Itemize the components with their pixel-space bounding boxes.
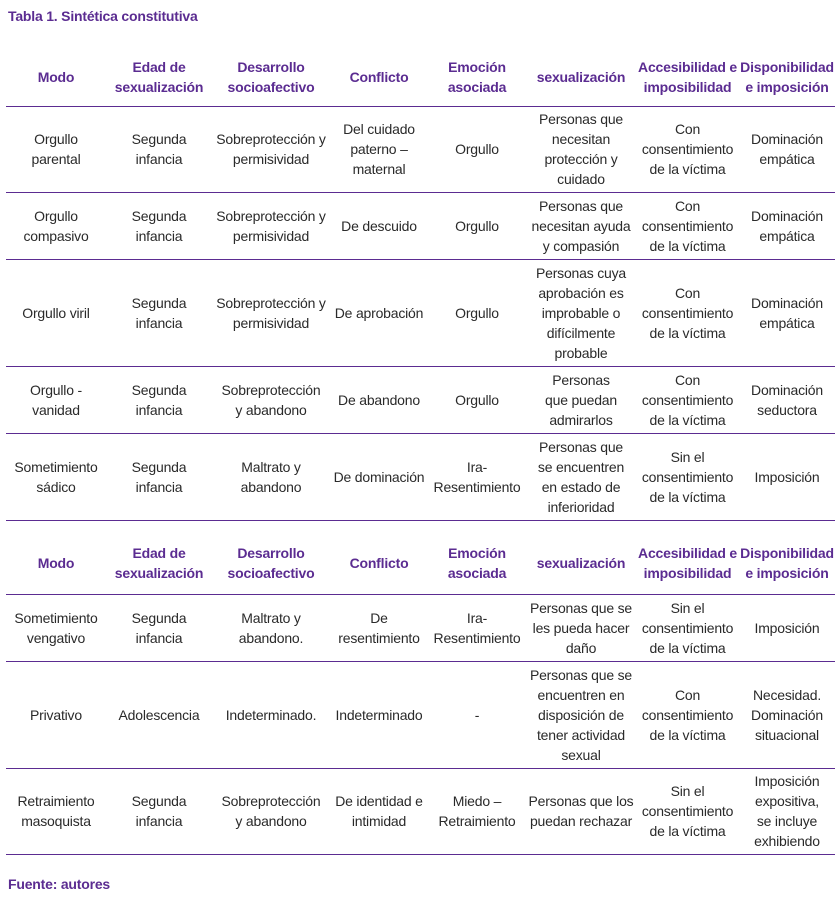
cell-sexualizacion: Personas que necesitan ayuda y compasión	[526, 192, 636, 259]
cell-edad-sexualizacion: Segunda infancia	[106, 259, 212, 366]
header-disponibilidad: Disponibilidad e imposición	[739, 532, 835, 594]
cell-conflicto: Indeterminado	[330, 661, 428, 768]
table-row	[6, 192, 835, 259]
table-source: Fuente: autores	[8, 876, 111, 892]
cell-emocion-asociada: Orgullo	[428, 106, 526, 192]
header-modo: Modo	[6, 532, 106, 594]
cell-accesibilidad: Con consentimiento de la víctima	[636, 259, 739, 366]
header-sexualizacion: sexualización	[526, 48, 636, 106]
cell-sexualizacion: Personas que necesitan protección y cuidado	[526, 106, 636, 192]
cell-accesibilidad: Con consentimiento de la víctima	[636, 192, 739, 259]
cell-emocion-asociada: Ira- Resentimiento	[428, 433, 526, 520]
table-row	[6, 106, 835, 192]
header-row	[6, 48, 835, 106]
header-row	[6, 532, 835, 594]
cell-conflicto: Del cuidado paterno – maternal	[330, 106, 428, 192]
cell-accesibilidad: Con consentimiento de la víctima	[636, 106, 739, 192]
cell-edad-sexualizacion: Segunda infancia	[106, 192, 212, 259]
cell-disponibilidad: Imposición	[739, 594, 835, 661]
cell-modo: Orgullo viril	[6, 259, 106, 366]
header-modo: Modo	[6, 48, 106, 106]
cell-modo: Privativo	[6, 661, 106, 768]
cell-sexualizacion: Personas que los puedan rechazar	[526, 768, 636, 854]
constitutive-table-part-2	[6, 532, 835, 855]
cell-modo: Sometimiento sádico	[6, 433, 106, 520]
cell-emocion-asociada: Miedo – Retraimiento	[428, 768, 526, 854]
cell-desarrollo-socioafectivo: Indeterminado.	[212, 661, 330, 768]
header-accesibilidad: Accesibilidad e imposibilidad	[636, 532, 739, 594]
cell-conflicto: De descuido	[330, 192, 428, 259]
cell-conflicto: De dominación	[330, 433, 428, 520]
cell-emocion-asociada: Orgullo	[428, 259, 526, 366]
cell-desarrollo-socioafectivo: Sobreprotección y abandono	[212, 366, 330, 433]
cell-disponibilidad: Dominación empática	[739, 192, 835, 259]
table-2-body	[6, 594, 835, 854]
header-edad-sexualizacion: Edad de sexualización	[106, 532, 212, 594]
table-row	[6, 366, 835, 433]
cell-accesibilidad: Con consentimiento de la víctima	[636, 366, 739, 433]
cell-desarrollo-socioafectivo: Sobreprotección y permisividad	[212, 192, 330, 259]
header-edad-sexualizacion: Edad de sexualización	[106, 48, 212, 106]
cell-modo: Retraimiento masoquista	[6, 768, 106, 854]
table-row	[6, 594, 835, 661]
cell-desarrollo-socioafectivo: Maltrato y abandono	[212, 433, 330, 520]
cell-accesibilidad: Sin el consentimiento de la víctima	[636, 433, 739, 520]
cell-disponibilidad: Dominación seductora	[739, 366, 835, 433]
cell-disponibilidad: Imposición expositiva, se incluye exhibiendo	[739, 768, 835, 854]
cell-disponibilidad: Imposición	[739, 433, 835, 520]
cell-emocion-asociada: Orgullo	[428, 366, 526, 433]
table-row	[6, 433, 835, 520]
cell-disponibilidad: Dominación empática	[739, 259, 835, 366]
header-emocion-asociada: Emoción asociada	[428, 532, 526, 594]
cell-emocion-asociada: Ira- Resentimiento	[428, 594, 526, 661]
header-conflicto: Conflicto	[330, 532, 428, 594]
table-caption: Tabla 1. Sintética constitutiva	[8, 8, 198, 24]
header-sexualizacion: sexualización	[526, 532, 636, 594]
header-accesibilidad: Accesibilidad e imposibilidad	[636, 48, 739, 106]
cell-edad-sexualizacion: Segunda infancia	[106, 594, 212, 661]
cell-disponibilidad: Dominación empática	[739, 106, 835, 192]
cell-sexualizacion: Personas cuya aprobación es improbable o difícilmente probable	[526, 259, 636, 366]
cell-desarrollo-socioafectivo: Sobreprotección y permisividad	[212, 106, 330, 192]
cell-accesibilidad: Con consentimiento de la víctima	[636, 661, 739, 768]
cell-modo: Orgullo compasivo	[6, 192, 106, 259]
cell-sexualizacion: Personas que puedan admirarlos	[526, 366, 636, 433]
header-desarrollo-socioafectivo: Desarrollo socioafectivo	[212, 532, 330, 594]
cell-conflicto: De resentimiento	[330, 594, 428, 661]
table-1-body	[6, 106, 835, 520]
cell-emocion-asociada: -	[428, 661, 526, 768]
cell-edad-sexualizacion: Segunda infancia	[106, 768, 212, 854]
cell-sexualizacion: Personas que se encuentren en estado de inferioridad	[526, 433, 636, 520]
cell-edad-sexualizacion: Segunda infancia	[106, 366, 212, 433]
cell-disponibilidad: Necesidad. Dominación situacional	[739, 661, 835, 768]
cell-sexualizacion: Personas que se encuentren en disposición de tener actividad sexual	[526, 661, 636, 768]
cell-desarrollo-socioafectivo: Sobreprotección y abandono	[212, 768, 330, 854]
cell-modo: Sometimiento vengativo	[6, 594, 106, 661]
cell-accesibilidad: Sin el consentimiento de la víctima	[636, 594, 739, 661]
cell-modo: Orgullo parental	[6, 106, 106, 192]
cell-edad-sexualizacion: Adolescencia	[106, 661, 212, 768]
cell-conflicto: De abandono	[330, 366, 428, 433]
cell-desarrollo-socioafectivo: Maltrato y abandono.	[212, 594, 330, 661]
cell-accesibilidad: Sin el consentimiento de la víctima	[636, 768, 739, 854]
cell-conflicto: De aprobación	[330, 259, 428, 366]
header-desarrollo-socioafectivo: Desarrollo socioafectivo	[212, 48, 330, 106]
cell-modo: Orgullo - vanidad	[6, 366, 106, 433]
cell-edad-sexualizacion: Segunda infancia	[106, 433, 212, 520]
cell-conflicto: De identidad e intimidad	[330, 768, 428, 854]
cell-desarrollo-socioafectivo: Sobreprotección y permisividad	[212, 259, 330, 366]
cell-edad-sexualizacion: Segunda infancia	[106, 106, 212, 192]
cell-sexualizacion: Personas que se les pueda hacer daño	[526, 594, 636, 661]
header-disponibilidad: Disponibilidad e imposición	[739, 48, 835, 106]
header-emocion-asociada: Emoción asociada	[428, 48, 526, 106]
constitutive-table-part-1	[6, 48, 835, 521]
table-row	[6, 259, 835, 366]
table-row	[6, 661, 835, 768]
cell-emocion-asociada: Orgullo	[428, 192, 526, 259]
header-conflicto: Conflicto	[330, 48, 428, 106]
table-row	[6, 768, 835, 854]
